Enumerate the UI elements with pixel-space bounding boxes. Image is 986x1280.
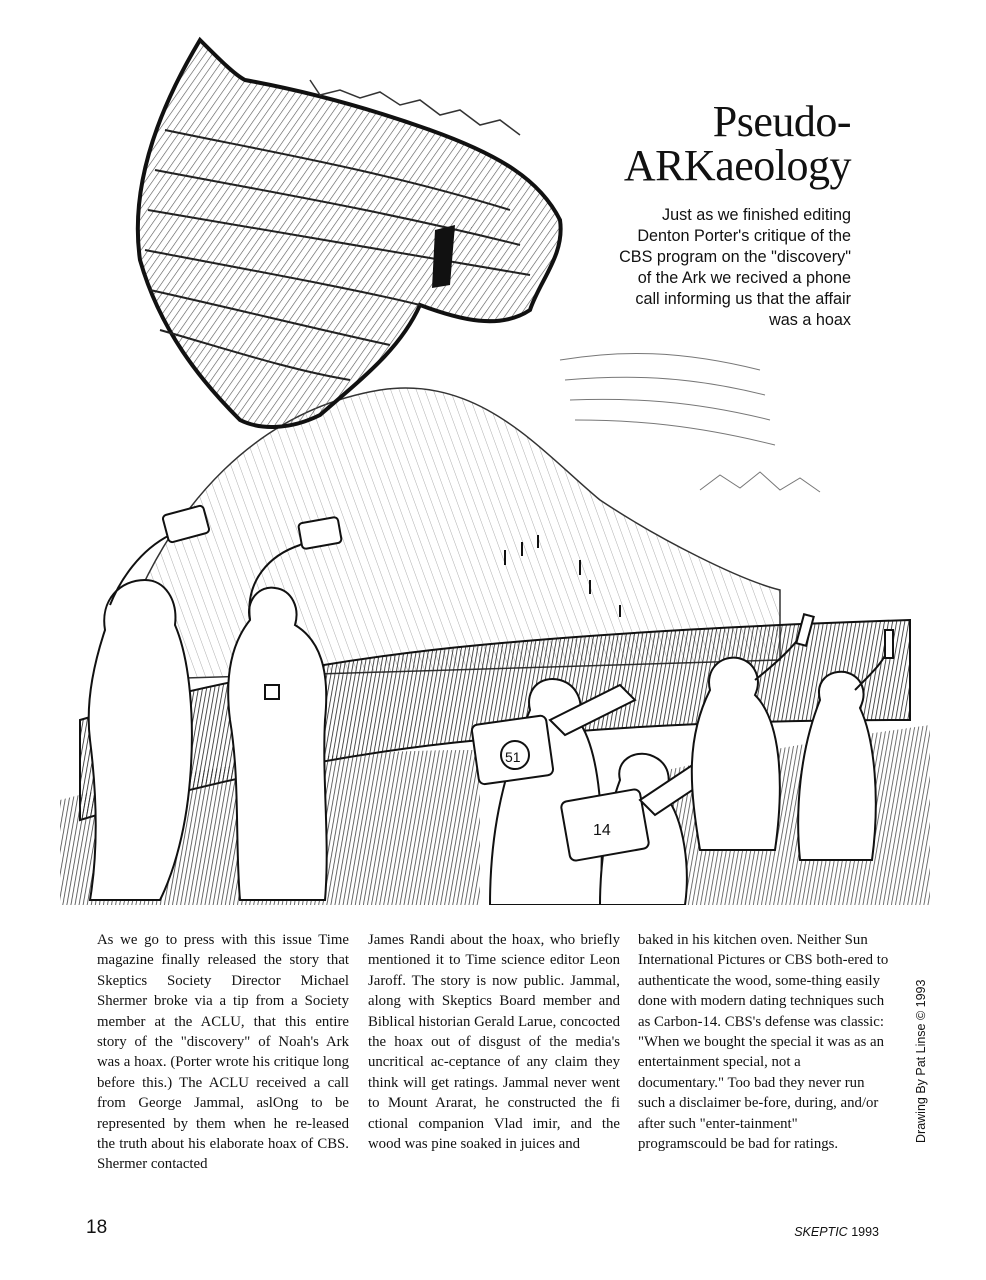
title-line-2: ARKaeology — [623, 141, 851, 190]
ark-hull — [138, 40, 561, 427]
title-line-1: Pseudo- — [712, 97, 851, 146]
page-number: 18 — [86, 1217, 108, 1238]
article-body — [97, 930, 890, 1173]
article-title — [551, 97, 851, 190]
illustration-credit: Drawing By Pat Linse © 1993 — [914, 979, 928, 1143]
body-column-1 — [97, 930, 349, 1175]
footer-magazine — [794, 1225, 879, 1239]
body-column-2-text: James Randi about the hoax, who briefly mentioned it to Time science editor Leon Jaroff. The story is now public. Jammal, along with Skeptics Board member and Biblical historian Gerald Larue, concocted the hoax out of disgust of the media's uncritical ac-ceptance of any claim they think will get ratings. Jammal never went to Mount Ararat, he constructed the fi ctional companion Vlad imir, and the wood was pine soaked in juices and — [368, 932, 620, 1153]
body-column-3 — [638, 930, 890, 1154]
article-deck: Just as we finished editing Denton Porter's critique of the CBS program on the "discovery" of the Ark we recived a phone call informing us that the affair was a hoax — [619, 206, 851, 329]
body-column-3-text: baked in his kitchen oven. Neither Sun International Pictures or CBS both-ered to authenticate the wood, some-thing easily done with modern dating techniques such as Carbon-14. CBS's defense was classic: "When we bought the special it was as an entertainment special, not a documentary." Too bad they never run such a disclaimer be-fore, during, and/or after such "enter-tainment" programscould be bad for ratings. — [638, 932, 889, 1153]
body-column-1-text: As we go to press with this issue Time magazine finally released the story that Skeptics Society Director Michael Shermer broke via a tip from a Society member at the ACLU, that this entire story of the "discovery" of Noah's Ark was a hoax. (Porter wrote his critique long before this.) The ACLU received a call from George Jammal, aslOng to be represented by them when he re-leased the truth about his elaborate hoax of CBS. Shermer contacted — [97, 932, 349, 1173]
camera-label-1: 51 — [505, 749, 521, 765]
magazine-year: 1993 — [851, 1225, 879, 1239]
body-column-2 — [368, 930, 620, 1154]
camera-label-2: 14 — [593, 822, 611, 839]
magazine-name: SKEPTIC — [794, 1225, 848, 1239]
